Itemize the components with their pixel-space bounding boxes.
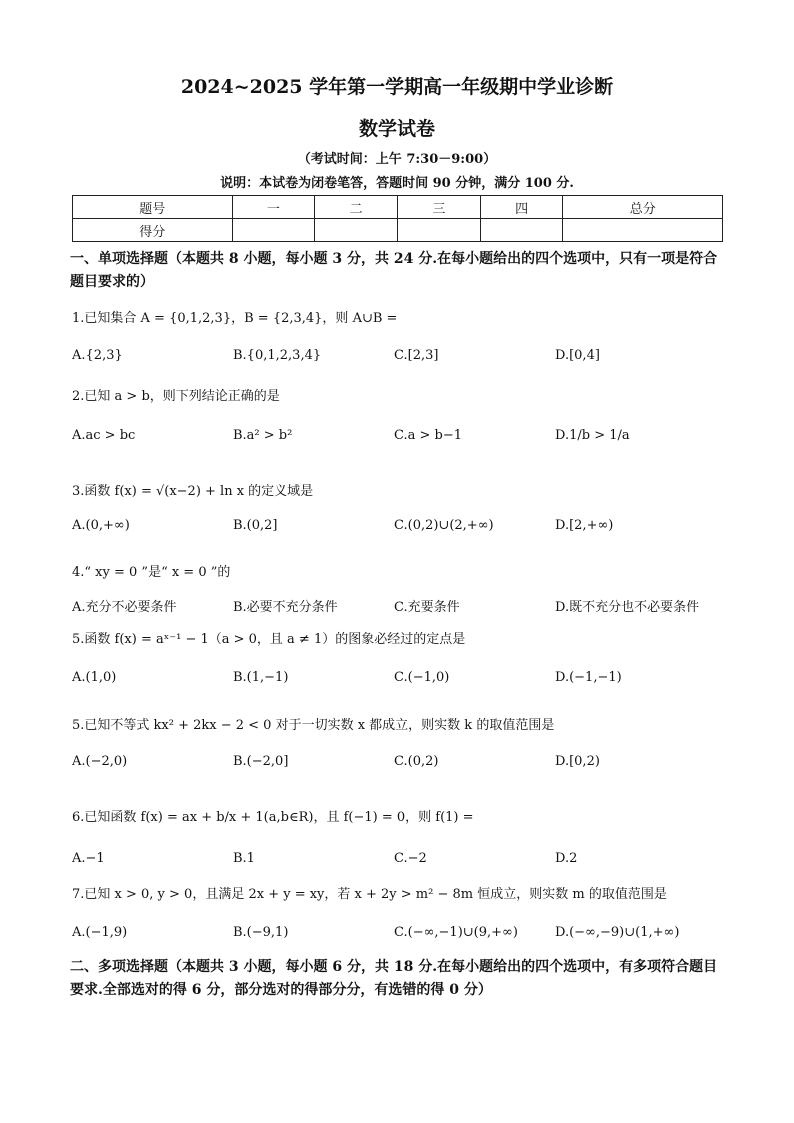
section-heading-multiple-choice: 二、多项选择题（本题共 3 小题，每小题 6 分，共 18 分.在每小题给出的四个选项中，有多项符合题目要求.全部选对的得 6 分，部分选对的得部分分，有选错的得 0 分）	[70, 959, 718, 998]
option-a: A.(−2,0)	[72, 754, 128, 769]
option-d: D.(−1,−1)	[555, 670, 622, 685]
option-b: B.(−9,1)	[233, 925, 289, 940]
score-cell	[232, 219, 315, 242]
option-a: A.(0,+∞)	[72, 518, 130, 533]
option-c: C.(−∞,−1)∪(9,+∞)	[394, 925, 518, 940]
score-cell: 题号	[73, 196, 233, 219]
question-stem: 2.已知 a > b，则下列结论正确的是	[72, 389, 280, 404]
option-d: D.(−∞,−9)∪(1,+∞)	[555, 925, 680, 940]
exam-subtitle: 数学试卷	[358, 118, 435, 140]
section-heading-single-choice: 一、单项选择题（本题共 8 小题，每小题 3 分，共 24 分.在每小题给出的四个选项中，只有一项是符合题目要求的）	[70, 251, 718, 290]
question-options	[72, 754, 722, 778]
question-stem: 5.函数 f(x) = aˣ⁻¹ − 1（a > 0，且 a ≠ 1）的图象必经过的定点是	[72, 632, 466, 647]
question-options	[72, 348, 722, 372]
exam-time: （考试时间：上午 7:30－9:00）	[297, 152, 497, 167]
question-stem: 1.已知集合 A = {0,1,2,3}，B = {2,3,4}，则 A∪B =	[72, 311, 398, 326]
option-a: A.(−1,9)	[72, 925, 128, 940]
score-cell: 得分	[73, 219, 233, 242]
option-d: D.[0,2)	[555, 754, 600, 769]
score-table-score-row	[73, 219, 723, 242]
option-a: A.−1	[72, 851, 105, 866]
score-table	[72, 195, 723, 242]
option-b: B.必要不充分条件	[233, 600, 338, 615]
option-a: A.(1,0)	[72, 670, 117, 685]
option-b: B.(1,−1)	[233, 670, 289, 685]
option-c: C.(0,2)∪(2,+∞)	[394, 518, 494, 533]
question-options	[72, 428, 722, 452]
question-options	[72, 596, 722, 620]
option-d: D.2	[555, 851, 578, 866]
option-c: C.(−1,0)	[394, 670, 450, 685]
option-a: A.充分不必要条件	[72, 600, 177, 615]
option-b: B.1	[233, 851, 255, 866]
score-cell	[315, 219, 398, 242]
option-b: B.(−2,0]	[233, 754, 289, 769]
score-cell: 总分	[563, 196, 723, 219]
score-cell: 三	[397, 196, 480, 219]
exam-title: 2024~2025 学年第一学期高一年级期中学业诊断	[180, 76, 614, 98]
question-options	[72, 670, 722, 694]
option-c: C.a > b−1	[394, 428, 463, 443]
option-b: B.(0,2]	[233, 518, 278, 533]
question-stem: 5.已知不等式 kx² + 2kx − 2 < 0 对于一切实数 x 都成立，则实数 k 的取值范围是	[72, 718, 555, 733]
option-d: D.既不充分也不必要条件	[555, 600, 700, 615]
option-b: B.a² > b²	[233, 428, 293, 443]
question-stem: 3.函数 f(x) = √(x−2) + ln x 的定义域是	[72, 484, 314, 499]
option-d: D.[0,4]	[555, 348, 600, 363]
option-a: A.ac > bc	[72, 428, 136, 443]
option-a: A.{2,3}	[72, 348, 123, 363]
question-stem: 6.已知函数 f(x) = ax + b/x + 1(a,b∈R)，且 f(−1) = 0，则 f(1) =	[72, 810, 474, 825]
score-cell: 二	[315, 196, 398, 219]
option-c: C.−2	[394, 851, 427, 866]
question-stem: 7.已知 x > 0, y > 0，且满足 2x + y = xy，若 x + 2y > m² − 8m 恒成立，则实数 m 的取值范围是	[72, 887, 667, 902]
option-d: D.[2,+∞)	[555, 518, 614, 533]
option-c: C.[2,3]	[394, 348, 439, 363]
option-d: D.1/b > 1/a	[555, 428, 630, 443]
option-b: B.{0,1,2,3,4}	[233, 348, 322, 363]
score-cell	[563, 219, 723, 242]
option-c: C.充要条件	[394, 600, 460, 615]
option-c: C.(0,2)	[394, 754, 439, 769]
exam-note: 说明：本试卷为闭卷笔答，答题时间 90 分钟，满分 100 分.	[220, 176, 574, 191]
score-cell	[480, 219, 563, 242]
score-table-header-row	[73, 196, 723, 219]
score-cell: 一	[232, 196, 315, 219]
score-cell	[397, 219, 480, 242]
score-cell: 四	[480, 196, 563, 219]
question-options	[72, 518, 722, 542]
question-options	[72, 851, 722, 875]
question-stem: 4.“ xy = 0 ”是“ x = 0 ”的	[72, 565, 231, 580]
question-options	[72, 925, 722, 949]
